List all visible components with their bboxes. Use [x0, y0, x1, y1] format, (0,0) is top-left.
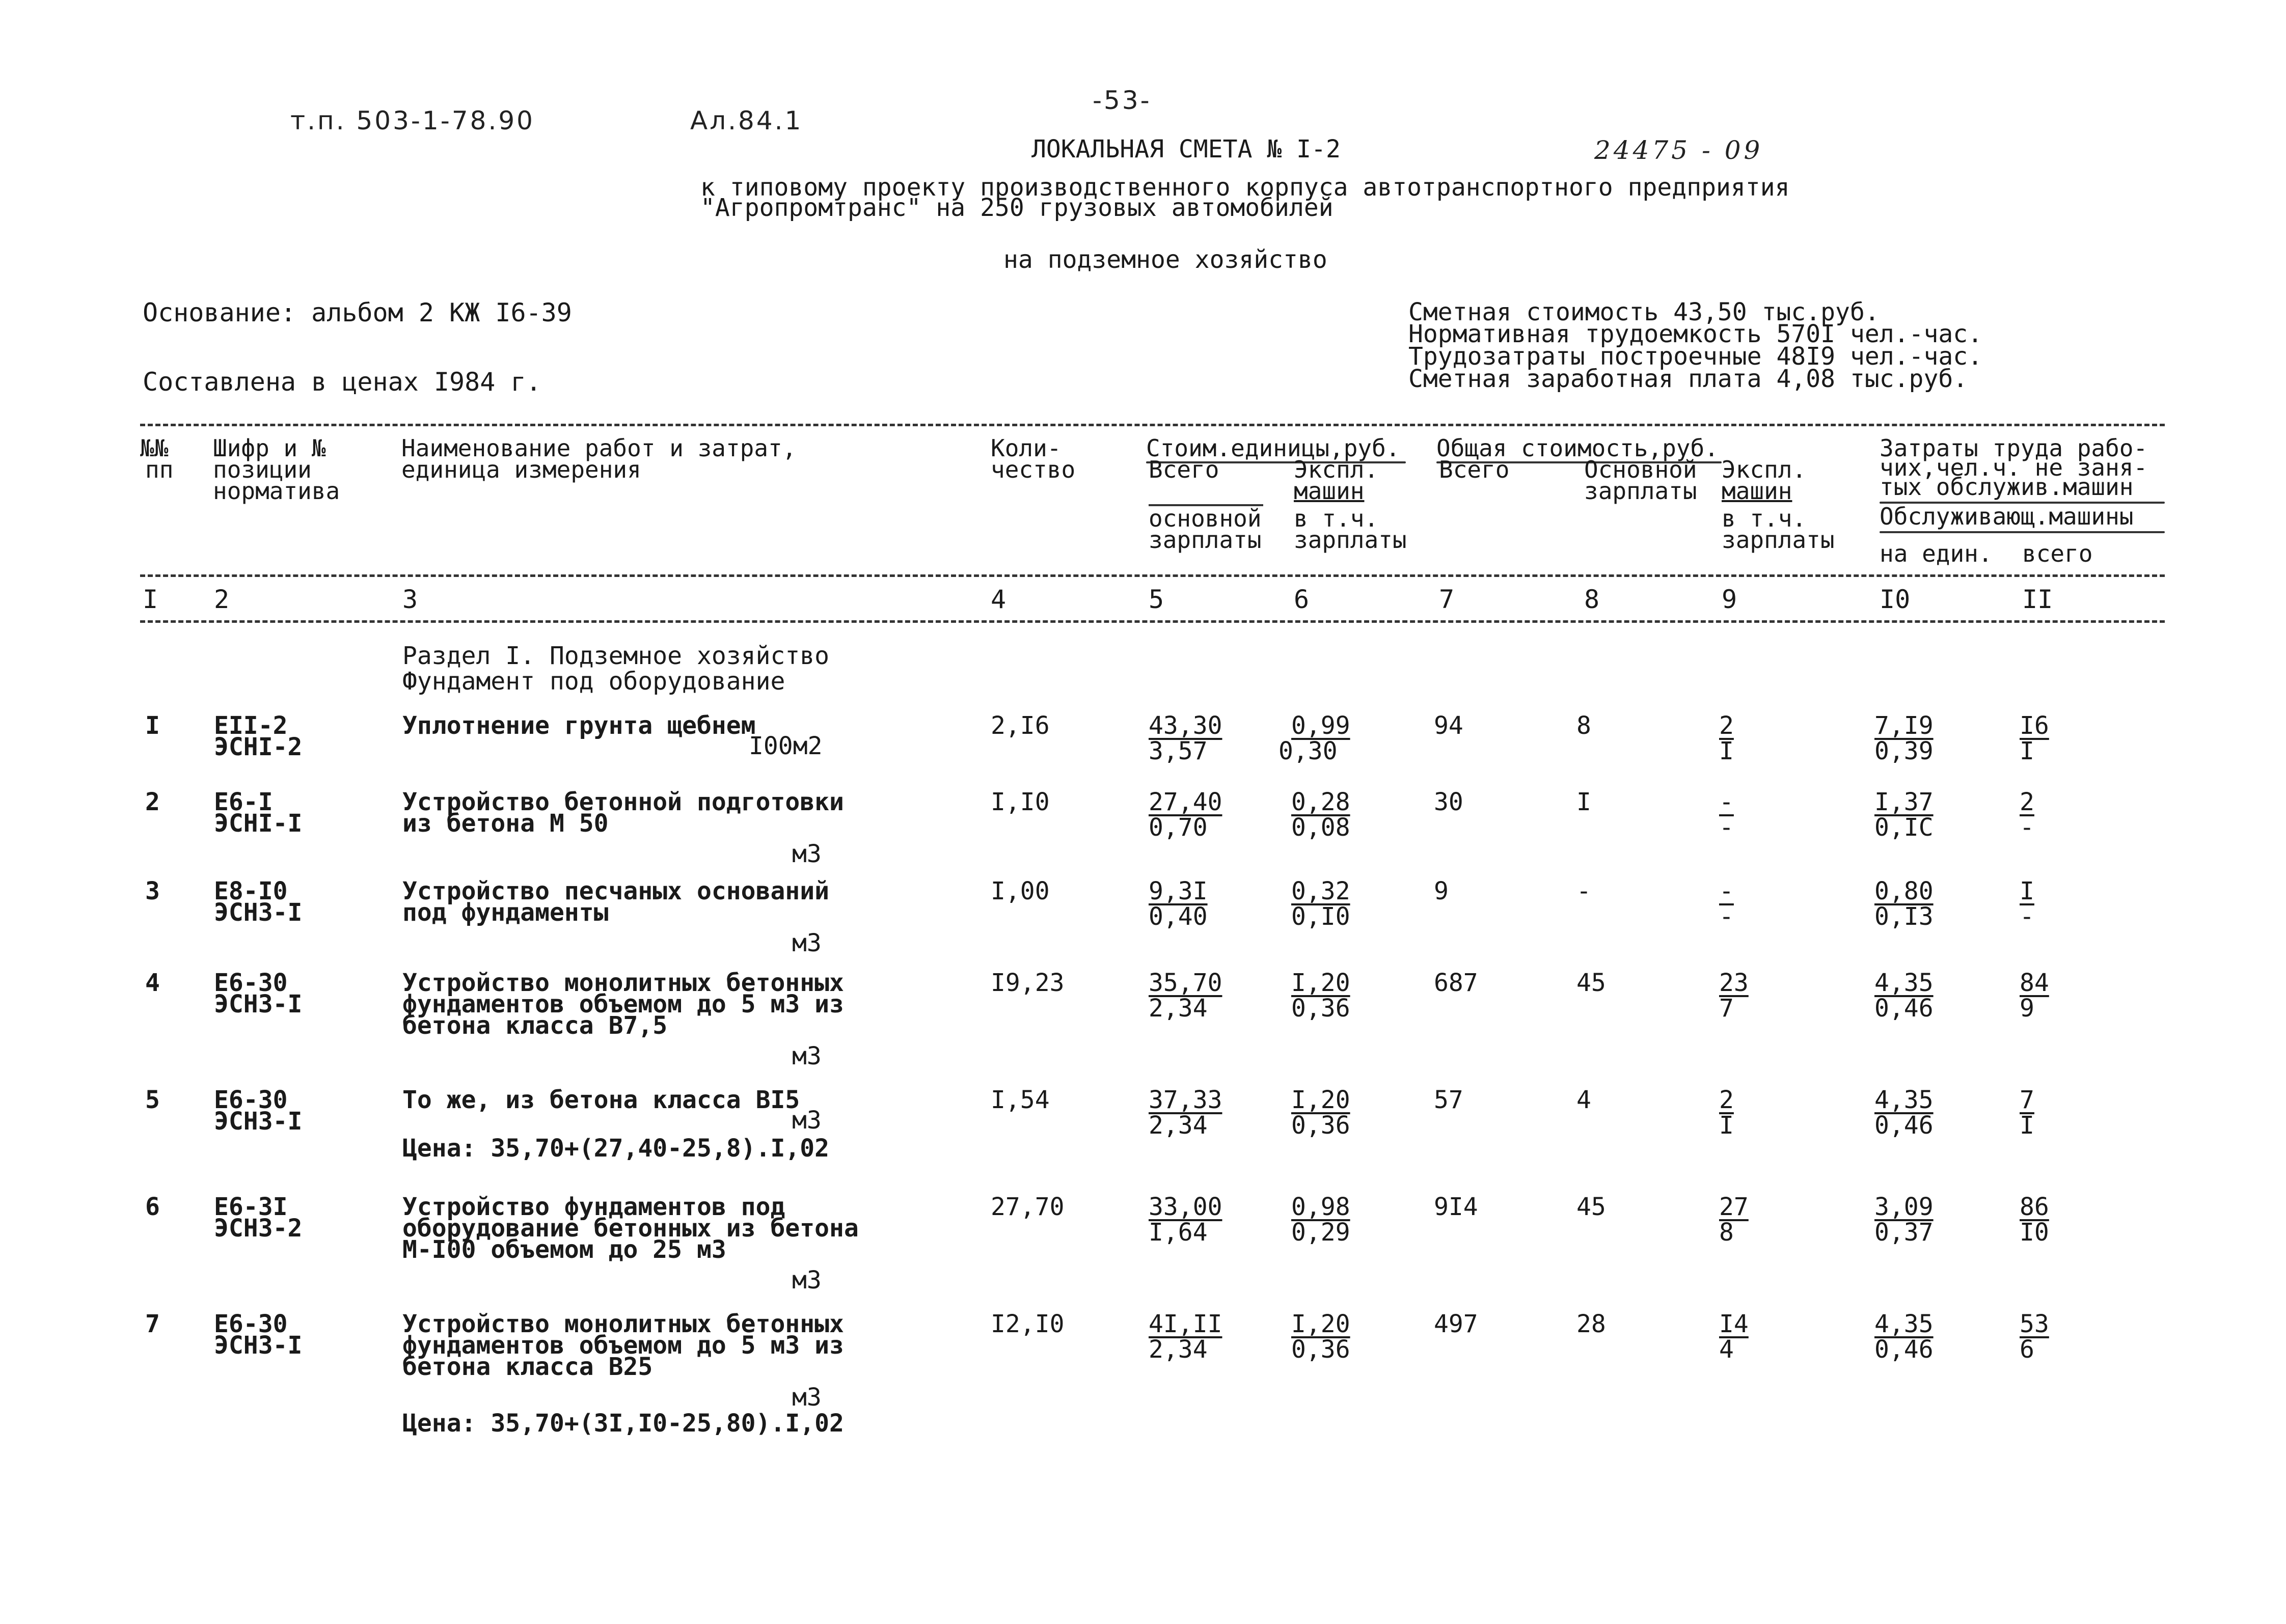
col-header-11: всего [2022, 540, 2093, 567]
total-cost: 9 [1434, 877, 1449, 905]
labor-norm: Нормативная трудоемкость 570I чел.-час. [1408, 320, 1983, 348]
norm-code: Е6-30 [214, 969, 288, 997]
subtitle-line-2: "Агропромтранс" на 250 грузовых автомобилей [700, 194, 1334, 222]
total-machines-wage: I [1719, 1111, 1734, 1140]
total-machines: - [1719, 877, 1734, 905]
quantity: I,I0 [991, 788, 1050, 816]
unit-cost-machines-wage: 0,08 [1291, 813, 1350, 842]
labor-total: 53 [2020, 1310, 2049, 1338]
labor-per-unit-machines: 0,46 [1874, 1111, 1934, 1140]
work-name-line: оборудование бетонных из бетона [402, 1214, 859, 1243]
col-header-7: Всего [1439, 456, 1510, 483]
total-machines: I4 [1719, 1310, 1749, 1338]
labor-total: 86 [2020, 1193, 2049, 1221]
archive-number: 24475 - 09 [1594, 135, 1763, 165]
labor-total-machines: I [2020, 737, 2034, 765]
col-header-qty-2: чество [991, 456, 1076, 483]
total-machines-wage: - [1719, 813, 1734, 842]
unit-cost-total: 4I,II [1149, 1310, 1222, 1338]
subtitle-line-3: на подземное хозяйство [1003, 245, 1327, 274]
total-machines: 2 [1719, 711, 1734, 740]
work-name-line: Устройство монолитных бетонных [402, 969, 844, 997]
labor-site: Трудозатраты построечные 48I9 чел.-час. [1408, 342, 1983, 371]
unit-of-measure: м3 [792, 1042, 822, 1070]
quantity: I,00 [991, 877, 1050, 905]
labor-total-machines: 6 [2020, 1335, 2034, 1364]
unit-of-measure: м3 [792, 1106, 822, 1135]
unit-cost-machines: I,20 [1291, 969, 1350, 997]
estimated-wages: Сметная заработная плата 4,08 тыс.руб. [1408, 365, 1968, 393]
total-machines: - [1719, 788, 1734, 816]
total-machines: 23 [1719, 969, 1749, 997]
subtitle-line-1: к типовому проекту производственного корпуса автотранспортного предприятия [700, 173, 1790, 202]
work-name-line: бетона класса В7,5 [402, 1011, 668, 1040]
unit-cost-wage: I,64 [1149, 1218, 1208, 1247]
total-wage: 4 [1576, 1086, 1591, 1114]
total-machines: 27 [1719, 1193, 1749, 1221]
norm-code: Е6-30 [214, 1310, 288, 1338]
work-name-line: Устройство песчаных оснований [402, 877, 830, 905]
col-header-code-1: Шифр и № [213, 434, 326, 462]
header-bottom-rule [140, 620, 2165, 623]
norm-code: Е8-I0 [214, 877, 288, 905]
project-code: т.п. 503-1-78.90 [290, 106, 535, 135]
total-wage: - [1576, 877, 1591, 905]
unit-cost-wage: 3,57 [1149, 737, 1208, 765]
total-machines-wage: - [1719, 902, 1734, 931]
norm-code-2: ЭСНI-I [214, 809, 303, 838]
total-cost: 94 [1434, 711, 1463, 740]
price-note: Цена: 35,70+(3I,I0-25,80).I,02 [402, 1409, 844, 1438]
norm-code-2: ЭСН3-I [214, 990, 303, 1019]
col-num-5: 5 [1149, 585, 1164, 614]
work-name-line: фундаментов объемом до 5 м3 из [402, 1331, 844, 1360]
quantity: 2,I6 [991, 711, 1050, 740]
col-num-11: II [2022, 585, 2053, 614]
total-machines-wage: 4 [1719, 1335, 1734, 1364]
labor-per-unit-machines: 0,39 [1874, 737, 1934, 765]
labor-per-unit: 4,35 [1874, 1310, 1934, 1338]
labor-per-unit-machines: 0,46 [1874, 994, 1934, 1023]
labor-per-unit-machines: 0,I3 [1874, 902, 1934, 931]
row-number: 4 [145, 969, 160, 997]
col-header-code-2: позиции [213, 456, 312, 483]
col-num-9: 9 [1722, 585, 1737, 614]
col-num-2: 2 [214, 585, 230, 614]
total-wage: 45 [1576, 1193, 1606, 1221]
labor-total: 2 [2020, 788, 2034, 816]
unit-cost-total: 33,00 [1149, 1193, 1222, 1221]
total-cost: 687 [1434, 969, 1478, 997]
col-header-qty-1: Коли- [991, 434, 1062, 462]
total-machines-wage: 8 [1719, 1218, 1734, 1247]
labor-underline-2 [1880, 531, 2165, 533]
unit-cost-wage: 2,34 [1149, 994, 1208, 1023]
work-name-line: бетона класса В25 [402, 1353, 653, 1381]
col-header-5b: основной [1149, 505, 1262, 532]
col-header-6c: в т.ч. [1294, 505, 1379, 532]
labor-per-unit: 4,35 [1874, 1086, 1934, 1114]
unit-of-measure: м3 [792, 840, 822, 868]
col-header-10: на един. [1880, 540, 1993, 567]
col-header-labor-3: тых обслужив.машин [1880, 473, 2134, 501]
labor-total: 84 [2020, 969, 2049, 997]
unit-cost-machines-wage: 0,36 [1291, 994, 1350, 1023]
document-title: ЛОКАЛЬНАЯ СМЕТА № I-2 [1031, 135, 1341, 163]
labor-total-machines: - [2020, 902, 2034, 931]
norm-code: ЕII-2 [214, 711, 288, 740]
quantity: I,54 [991, 1086, 1050, 1114]
col-num-6: 6 [1294, 585, 1310, 614]
col-num-4: 4 [991, 585, 1006, 614]
labor-per-unit: 0,80 [1874, 877, 1934, 905]
total-cost: 57 [1434, 1086, 1463, 1114]
work-name-line: Устройство фундаментов под [402, 1193, 785, 1221]
col-header-5a: Всего [1149, 456, 1219, 483]
unit-cost-machines: I,20 [1291, 1310, 1350, 1338]
labor-total: 7 [2020, 1086, 2034, 1114]
work-name-line: Уплотнение грунта щебнем [402, 711, 756, 740]
work-name-line: Устройство монолитных бетонных [402, 1310, 844, 1338]
labor-total: I [2020, 877, 2034, 905]
norm-code: Е6-I [214, 788, 273, 816]
norm-code: Е6-30 [214, 1086, 288, 1114]
estimated-cost: Сметная стоимость 43,50 тыс.руб. [1408, 298, 1880, 326]
unit-cost-machines-wage: 0,36 [1291, 1335, 1350, 1364]
unit-cost-total: 43,30 [1149, 711, 1222, 740]
labor-per-unit-machines: 0,37 [1874, 1218, 1934, 1247]
album-number: Ал.84.1 [690, 106, 803, 135]
quantity: I2,I0 [991, 1310, 1065, 1338]
col-header-number: №№ [140, 434, 169, 462]
norm-code-2: ЭСН3-I [214, 898, 303, 927]
unit-cost-machines: 0,28 [1291, 788, 1350, 816]
col-header-number-2: пп [145, 456, 174, 483]
unit-cost-machines: I,20 [1291, 1086, 1350, 1114]
total-wage: 8 [1576, 711, 1591, 740]
col-num-7: 7 [1439, 585, 1455, 614]
prices-text: Составлена в ценах I984 г. [143, 367, 541, 397]
page-number: -53- [1093, 86, 1152, 115]
col-num-1: I [143, 585, 158, 614]
row-number: 2 [145, 788, 160, 816]
section-subtitle: Фундамент под оборудование [402, 667, 785, 696]
price-note: Цена: 35,70+(27,40-25,8).I,02 [402, 1134, 830, 1163]
col-header-labor-4: Обслуживающ.машины [1880, 503, 2134, 530]
total-wage: 28 [1576, 1310, 1606, 1338]
labor-per-unit-machines: 0,46 [1874, 1335, 1934, 1364]
col-header-6a: Экспл. [1294, 456, 1379, 483]
norm-code-2: ЭСНI-2 [214, 733, 303, 761]
total-cost: 30 [1434, 788, 1463, 816]
unit-cost-total: 37,33 [1149, 1086, 1222, 1114]
work-name-line: под фундаменты [402, 898, 609, 927]
labor-total-machines: - [2020, 813, 2034, 842]
header-top-rule [140, 424, 2165, 426]
labor-per-unit: I,37 [1874, 788, 1934, 816]
unit-cost-total: 27,40 [1149, 788, 1222, 816]
labor-total-machines: I0 [2020, 1218, 2049, 1247]
unit-cost-machines-wage: 0,29 [1291, 1218, 1350, 1247]
col-num-3: 3 [402, 585, 418, 614]
unit-cost-machines-wage: 0,36 [1291, 1111, 1350, 1140]
norm-code: Е6-3I [214, 1193, 288, 1221]
col-header-5c: зарплаты [1149, 526, 1262, 554]
total-machines-wage: I [1719, 737, 1734, 765]
labor-per-unit: 7,I9 [1874, 711, 1934, 740]
basis-text: Основание: альбом 2 КЖ I6-39 [143, 298, 572, 327]
unit-cost-wage: 2,34 [1149, 1335, 1208, 1364]
unit-cost-machines-wage: 0,30 [1278, 737, 1338, 765]
col-header-code-3: норматива [213, 477, 340, 505]
work-name-line: из бетона М 50 [402, 809, 609, 838]
row-number: 5 [145, 1086, 160, 1114]
row-number: 7 [145, 1310, 160, 1338]
total-machines-wage: 7 [1719, 994, 1734, 1023]
col-header-6b: машин [1294, 477, 1365, 505]
total-cost: 497 [1434, 1310, 1478, 1338]
labor-total: I6 [2020, 711, 2049, 740]
col-header-9b: машин [1722, 477, 1792, 505]
labor-per-unit: 4,35 [1874, 969, 1934, 997]
labor-per-unit: 3,09 [1874, 1193, 1934, 1221]
total-cost: 9I4 [1434, 1193, 1478, 1221]
col-header-name-2: единица измерения [401, 456, 641, 483]
norm-code-2: ЭСН3-I [214, 1107, 303, 1136]
quantity: I9,23 [991, 969, 1065, 997]
unit-cost-wage: 0,40 [1149, 902, 1208, 931]
col-header-9a: Экспл. [1722, 456, 1807, 483]
unit-cost-machines: 0,99 [1291, 711, 1350, 740]
col-header-labor-2: чих,чел.ч. не заня- [1880, 454, 2148, 481]
norm-code-2: ЭСН3-I [214, 1331, 303, 1360]
col-header-9d: зарплаты [1722, 526, 1835, 554]
unit-cost-machines: 0,32 [1291, 877, 1350, 905]
unit-cost-wage: 0,70 [1149, 813, 1208, 842]
unit-cost-total: 9,3I [1149, 877, 1208, 905]
row-number: 6 [145, 1193, 160, 1221]
work-name-line: То же, из бетона класса ВI5 [402, 1086, 800, 1114]
unit-cost-wage: 2,34 [1149, 1111, 1208, 1140]
total-wage: I [1576, 788, 1591, 816]
quantity: 27,70 [991, 1193, 1065, 1221]
total-wage: 45 [1576, 969, 1606, 997]
work-name-line: фундаментов объемом до 5 м3 из [402, 990, 844, 1019]
col-header-total-cost: Общая стоимость,руб. [1436, 434, 1719, 462]
col-num-8: 8 [1584, 585, 1600, 614]
row-number: 3 [145, 877, 160, 905]
labor-total-machines: I [2020, 1111, 2034, 1140]
header-mid-rule [140, 574, 2165, 577]
norm-code-2: ЭСН3-2 [214, 1214, 303, 1243]
col-header-8a: Основной [1584, 456, 1697, 483]
section-title: Раздел I. Подземное хозяйство [402, 642, 830, 670]
unit-cost-machines: 0,98 [1291, 1193, 1350, 1221]
col-header-name-1: Наименование работ и затрат, [401, 434, 797, 462]
unit-cost-machines-wage: 0,I0 [1291, 902, 1350, 931]
col-header-unit-cost: Стоим.единицы,руб. [1146, 434, 1400, 462]
labor-per-unit-machines: 0,IC [1874, 813, 1934, 842]
work-name-line: М-I00 объемом до 25 м3 [402, 1235, 726, 1264]
col-header-9c: в т.ч. [1722, 505, 1807, 532]
row-number: I [145, 711, 160, 740]
unit-of-measure: м3 [792, 929, 822, 957]
col-header-6d: зарплаты [1294, 526, 1407, 554]
unit-of-measure: м3 [792, 1383, 822, 1412]
unit-of-measure: I00м2 [749, 732, 823, 760]
work-name-line: Устройство бетонной подготовки [402, 788, 844, 816]
col-num-10: I0 [1880, 585, 1911, 614]
unit-of-measure: м3 [792, 1266, 822, 1295]
col-header-labor-1: Затраты труда рабо- [1880, 434, 2148, 462]
unit-cost-total: 35,70 [1149, 969, 1222, 997]
col-header-8b: зарплаты [1584, 477, 1697, 505]
total-machines: 2 [1719, 1086, 1734, 1114]
labor-total-machines: 9 [2020, 994, 2034, 1023]
